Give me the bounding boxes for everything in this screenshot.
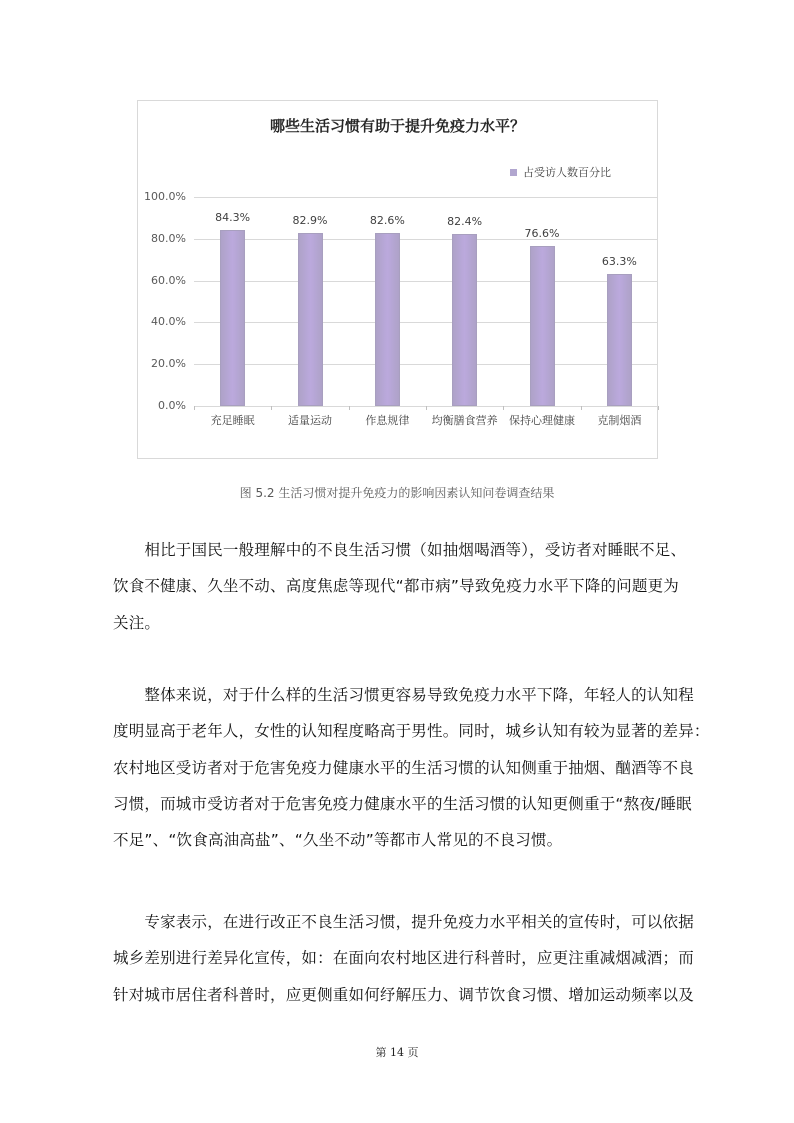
x-axis-category-label: 充足睡眠: [210, 414, 255, 427]
x-axis-tick: [503, 406, 504, 410]
bar-data-label: 82.4%: [447, 214, 483, 228]
legend-label: 占受访人数百分比: [523, 166, 611, 179]
y-axis-tick-label: 100.0%: [144, 190, 186, 203]
bar: [452, 234, 477, 406]
paragraph-line: 度明显高于老年人，女性的认知程度略高于男性。同时，城乡认知有较为显著的差异：: [113, 722, 710, 741]
x-axis-category-label: 保持心理健康: [509, 414, 575, 427]
figure-caption: 图 5.2 生活习惯对提升免疫力的影响因素认知问卷调查结果: [239, 486, 555, 500]
gridline: [194, 239, 658, 240]
page-number: 第 14 页: [375, 1046, 419, 1059]
chart-legend: [510, 164, 611, 180]
bar: [220, 230, 245, 406]
x-axis-category-label: 适量运动: [288, 414, 332, 427]
x-axis-tick: [349, 406, 350, 410]
gridline: [194, 281, 658, 282]
paragraph-line: 整体来说，对于什么样的生活习惯更容易导致免疫力水平下降，年轻人的认知程: [113, 686, 694, 704]
gridline: [194, 197, 658, 198]
bar-data-label: 76.6%: [524, 226, 560, 240]
x-axis-tick: [194, 406, 195, 410]
x-axis-tick: [581, 406, 582, 410]
bar: [298, 233, 323, 406]
paragraph-line: 相比于国民一般理解中的不良生活习惯（如抽烟喝酒等），受访者对睡眠不足、: [113, 541, 687, 559]
x-axis-tick: [658, 406, 659, 410]
paragraph-line: 习惯，而城市受访者对于危害免疫力健康水平的生活习惯的认知更侧重于“熬夜/睡眠: [113, 794, 692, 813]
bar: [530, 246, 555, 406]
paragraph-line: 针对城市居住者科普时，应更侧重如何纾解压力、调节饮食习惯、增加运动频率以及: [113, 985, 694, 1004]
gridline: [194, 364, 658, 365]
paragraph-line: 农村地区受访者对于危害免疫力健康水平的生活习惯的认知侧重于抽烟、酗酒等不良: [113, 758, 694, 777]
gridline: [194, 322, 658, 323]
x-axis-tick: [271, 406, 272, 410]
bar-data-label: 84.3%: [215, 210, 251, 224]
x-axis-category-label: 作息规律: [365, 414, 410, 427]
bar-data-label: 82.9%: [292, 213, 328, 227]
chart-frame: [137, 100, 658, 459]
paragraph-line: 饮食不健康、久坐不动、高度焦虑等现代“都市病”导致免疫力水平下降的问题更为: [113, 577, 679, 596]
paragraph-line: 专家表示，在进行改正不良生活习惯，提升免疫力水平相关的宣传时，可以依据: [113, 913, 694, 931]
y-axis-tick-label: 20.0%: [151, 357, 186, 371]
chart-title: 哪些生活习惯有助于提升免疫力水平？: [269, 117, 525, 135]
y-axis-tick-label: 80.0%: [151, 231, 186, 245]
x-axis-category-label: 克制烟酒: [597, 414, 642, 427]
x-axis-category-label: 均衡膳食营养: [431, 414, 498, 427]
bar-data-label: 63.3%: [601, 254, 637, 268]
paragraph-line: 城乡差别进行差异化宣传，如：在面向农村地区进行科普时，应更注重减烟减酒；而: [113, 949, 694, 968]
bar: [375, 233, 400, 406]
y-axis-tick-label: 40.0%: [151, 315, 186, 329]
y-axis-tick-label: 0.0%: [158, 399, 186, 412]
paragraph-line: 关注。: [113, 613, 161, 632]
legend-swatch-icon: [510, 169, 517, 176]
bar: [607, 274, 632, 406]
x-axis-tick: [426, 406, 427, 410]
bar-data-label: 82.6%: [369, 214, 405, 228]
paragraph-line: 不足”、“饮食高油高盐”、“久坐不动”等都市人常见的不良习惯。: [113, 831, 563, 850]
y-axis-tick-label: 60.0%: [151, 273, 186, 287]
